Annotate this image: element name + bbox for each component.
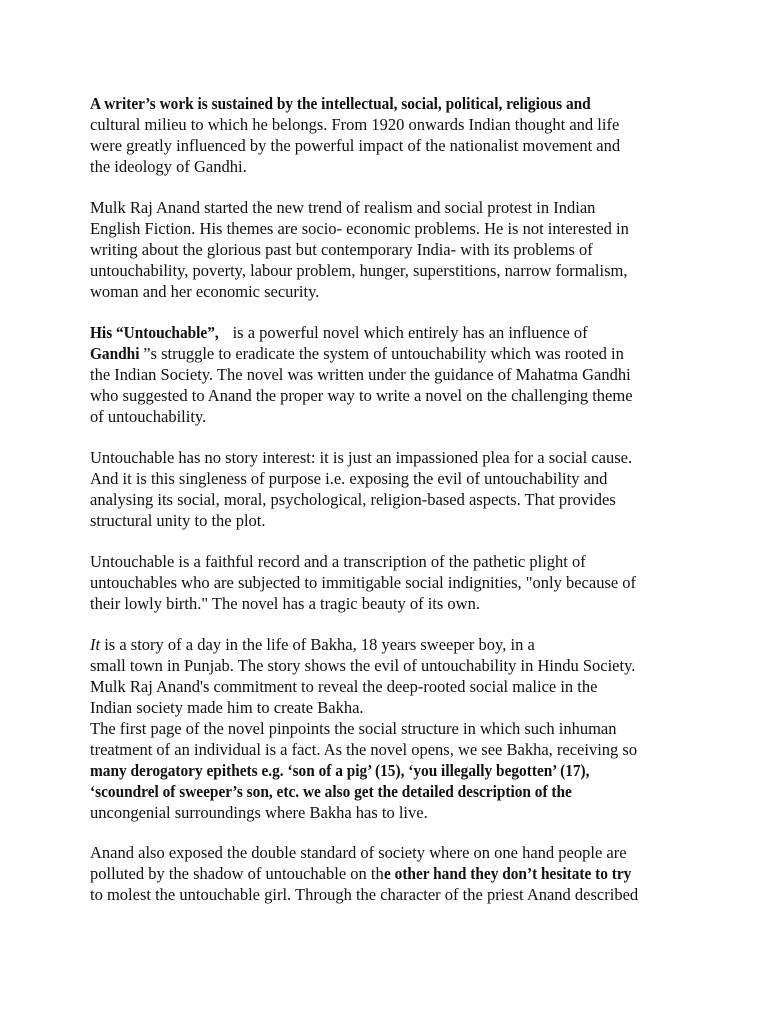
paragraph-story-interest [90, 447, 690, 531]
paragraph-intro [90, 93, 690, 177]
text-line-bold: many derogatory epithets e.g. ‘son of a pig’ (15), ‘you illegally begotten’ (17), [90, 761, 590, 780]
text-line: writing about the glorious past but contemporary India- with its problems of [90, 240, 593, 259]
text-span: ”s struggle to eradicate the system of untouchability which was rooted in [143, 344, 624, 363]
paragraph-bakha-story [90, 634, 690, 823]
text-span: is a powerful novel which entirely has an influence of [228, 323, 588, 342]
text-line: Mulk Raj Anand's commitment to reveal the deep-rooted social malice in the [90, 677, 598, 696]
text-line: Mulk Raj Anand started the new trend of realism and social protest in Indian [90, 198, 596, 217]
paragraph-anand-trend [90, 197, 690, 302]
text-line: analysing its social, moral, psychological, religion-based aspects. That provides [90, 490, 616, 509]
bold-phrase: e other hand they don’t hesitate to try [383, 864, 632, 883]
text-line: Indian society made him to create Bakha. [90, 698, 364, 717]
bold-phrase: Gandhi [90, 344, 140, 363]
bold-phrase: His “Untouchable”, [90, 323, 219, 342]
text-line: A writer’s work is sustained by the intellectual, social, political, religious and [90, 94, 591, 113]
text-line: Anand also exposed the double standard of society where on one hand people are [90, 843, 627, 862]
text-line: uncongenial surroundings where Bakha has to live. [90, 803, 428, 822]
paragraph-faithful-record [90, 551, 690, 614]
italic-word: It [90, 635, 101, 654]
text-line: of untouchability. [90, 407, 207, 426]
paragraph-untouchable-gandhi [90, 322, 690, 427]
text-line: the Indian Society. The novel was written under the guidance of Mahatma Gandhi [90, 365, 631, 384]
text-line [90, 634, 690, 655]
text-line: And it is this singleness of purpose i.e. exposing the evil of untouchability and [90, 469, 608, 488]
text-line: were greatly influenced by the powerful impact of the nationalist movement and [90, 136, 621, 155]
text-line: woman and her economic security. [90, 282, 320, 301]
text-line: small town in Punjab. The story shows the evil of untouchability in Hindu Society. [90, 656, 636, 675]
paragraph-double-standard [90, 842, 690, 905]
text-line: who suggested to Anand the proper way to write a novel on the challenging theme [90, 386, 633, 405]
text-line: to molest the untouchable girl. Through the character of the priest Anand described [90, 885, 639, 904]
text-line: cultural milieu to which he belongs. From 1920 onwards Indian thought and life [90, 115, 620, 134]
text-line: English Fiction. His themes are socio- economic problems. He is not interested in [90, 219, 629, 238]
text-line: The first page of the novel pinpoints the social structure in which such inhuman [90, 719, 617, 738]
text-line [90, 343, 690, 364]
text-line [90, 863, 690, 884]
text-line: structural unity to the plot. [90, 511, 266, 530]
text-line: untouchables who are subjected to immitigable social indignities, "only because of [90, 573, 637, 592]
text-line: Untouchable is a faithful record and a transcription of the pathetic plight of [90, 552, 586, 571]
text-span: is a story of a day in the life of Bakha, 18 years sweeper boy, in a [100, 635, 535, 654]
text-line: the ideology of Gandhi. [90, 157, 247, 176]
text-line [90, 322, 690, 343]
text-span: polluted by the shadow of untouchable on th [90, 864, 384, 883]
text-line: Untouchable has no story interest: it is just an impassioned plea for a social cause. [90, 448, 633, 467]
text-line: treatment of an individual is a fact. As the novel opens, we see Bakha, receiving so [90, 740, 638, 759]
text-line: untouchability, poverty, labour problem, hunger, superstitions, narrow formalism, [90, 261, 628, 280]
text-line: their lowly birth." The novel has a tragic beauty of its own. [90, 594, 480, 613]
text-line-bold: ‘scoundrel of sweeper’s son, etc. we also get the detailed description of the [90, 782, 572, 801]
